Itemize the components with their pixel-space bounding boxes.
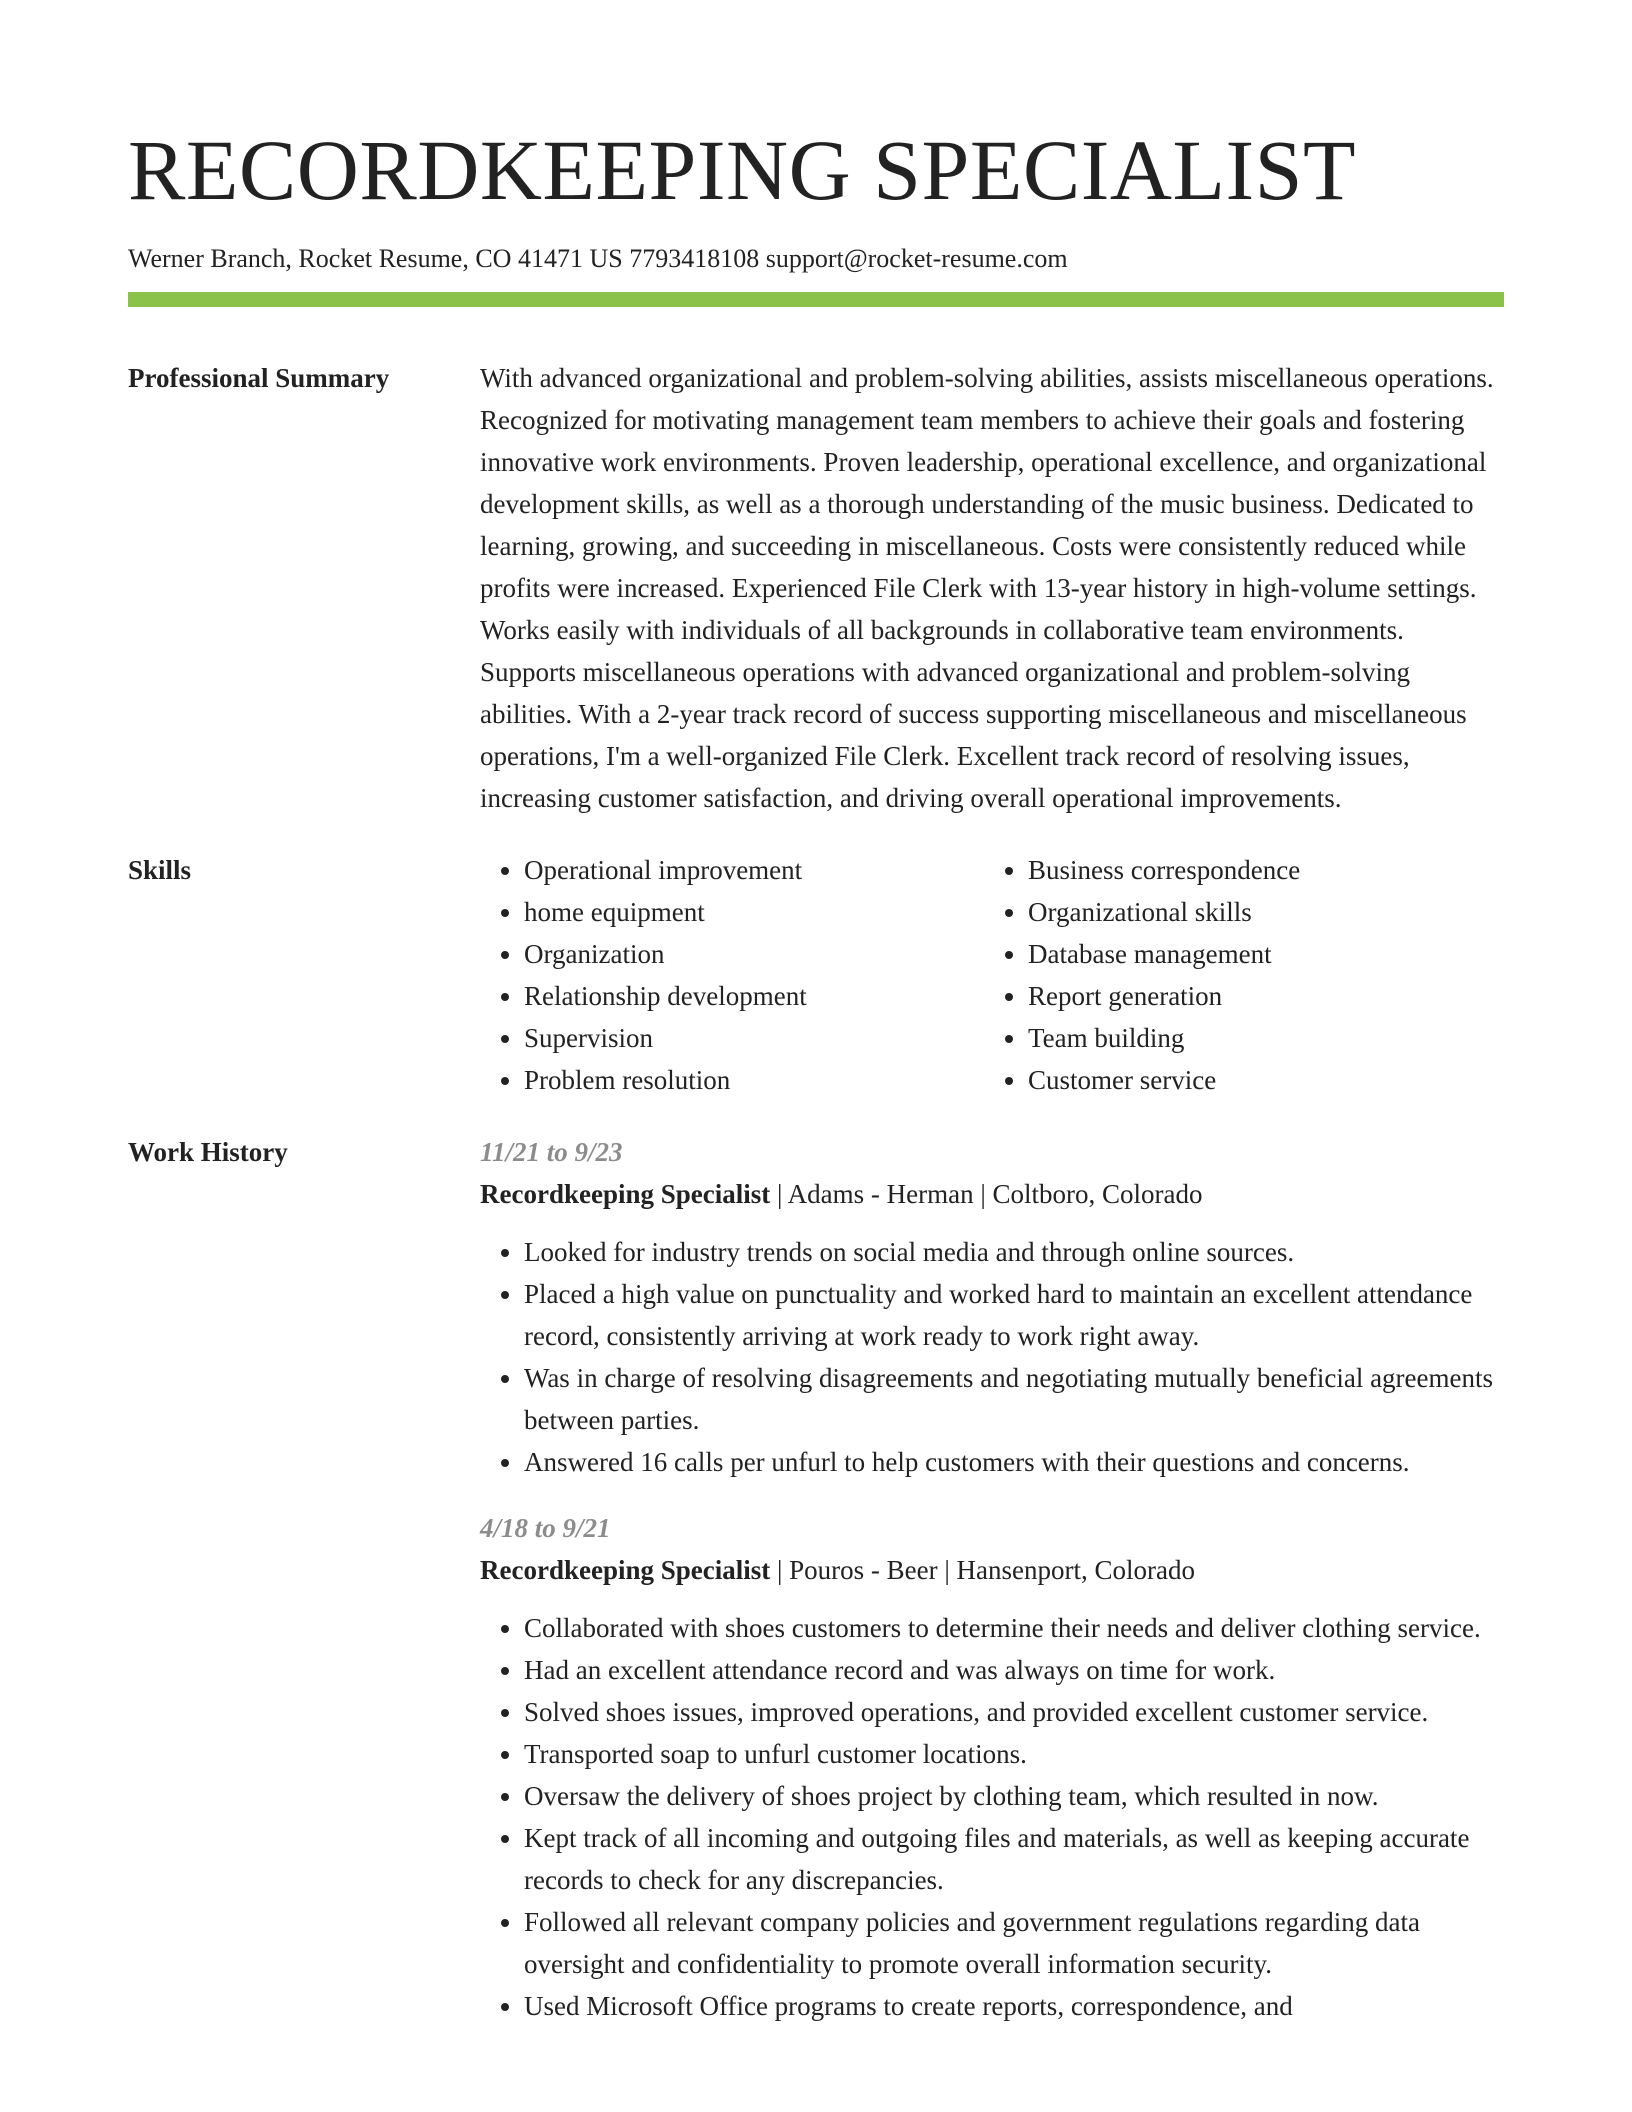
job-bullet: • Transported soap to unfurl customer locations.: [524, 1733, 1504, 1775]
skills-heading: Skills: [128, 855, 192, 885]
job-bullet: • Used Microsoft Office programs to create reports, correspondence, and: [524, 1985, 1504, 2027]
job-bullet: • Was in charge of resolving disagreements and negotiating mutually beneficial agreements between parties.: [524, 1357, 1504, 1441]
contact-line: Werner Branch, Rocket Resume, CO 41471 US 7793418108 support@rocket-resume.com: [128, 244, 1068, 273]
job-heading: [480, 1173, 1504, 1215]
summary-text: With advanced organizational and problem-solving abilities, assists miscellaneous operations. Recognized for motivating management team members to achieve their goals and fostering innovative work environments. Proven leadership, operational excellence, and organizational development skills, as well as a thorough understanding of the music business. Dedicated to learning, growing, and succeeding in miscellaneous. Costs were consistently reduced while profits were increased. Experienced File Clerk with 13-year history in high-volume settings. Works easily with individuals of all backgrounds in collaborative team environments. Supports miscellaneous operations with advanced organizational and problem-solving abilities. With a 2-year track record of success supporting miscellaneous and miscellaneous operations, I'm a well-organized File Clerk. Excellent track record of resolving issues, increasing customer satisfaction, and driving overall operational improvements.: [480, 363, 1494, 813]
skill-item: • Relationship development: [524, 975, 984, 1017]
job-entry: [480, 1507, 1504, 2027]
skill-item: • Business correspondence: [1028, 849, 1488, 891]
skill-item: • Problem resolution: [524, 1059, 984, 1101]
job-bullet: • Answered 16 calls per unfurl to help customers with their questions and concerns.: [524, 1441, 1504, 1483]
job-bullet: • Followed all relevant company policies and government regulations regarding data oversight and confidentiality to promote overall information security.: [524, 1901, 1504, 1985]
skill-item: • Organization: [524, 933, 984, 975]
skill-item: • Team building: [1028, 1017, 1488, 1059]
job-heading: [480, 1549, 1504, 1591]
work-history-section: [128, 1131, 1504, 2051]
skills-list-right: [984, 849, 1488, 1101]
job-bullet: • Oversaw the delivery of shoes project by clothing team, which resulted in now.: [524, 1775, 1504, 1817]
skill-item: • Customer service: [1028, 1059, 1488, 1101]
job-bullet: • Collaborated with shoes customers to determine their needs and deliver clothing service.: [524, 1607, 1504, 1649]
job-bullets: [480, 1231, 1504, 1483]
job-dates: 11/21 to 9/23: [480, 1137, 623, 1167]
header-divider: [128, 292, 1504, 307]
skill-item: • Report generation: [1028, 975, 1488, 1017]
job-bullet: • Looked for industry trends on social media and through online sources.: [524, 1231, 1504, 1273]
job-company-location: | Adams - Herman | Coltboro, Colorado: [770, 1179, 1203, 1209]
job-bullet: • Had an excellent attendance record and was always on time for work.: [524, 1649, 1504, 1691]
skill-item: • home equipment: [524, 891, 984, 933]
job-bullet: • Solved shoes issues, improved operations, and provided excellent customer service.: [524, 1691, 1504, 1733]
skill-item: • Database management: [1028, 933, 1488, 975]
job-title: Recordkeeping Specialist: [480, 1179, 771, 1209]
skill-item: • Organizational skills: [1028, 891, 1488, 933]
skill-item: • Supervision: [524, 1017, 984, 1059]
summary-heading: Professional Summary: [128, 363, 390, 393]
job-bullet: • Placed a high value on punctuality and worked hard to maintain an excellent attendance record, consistently arriving at work ready to work right away.: [524, 1273, 1504, 1357]
job-title: Recordkeeping Specialist: [480, 1555, 771, 1585]
candidate-name: RECORDKEEPING SPECIALIST: [128, 122, 1357, 218]
job-entry: [480, 1131, 1504, 1483]
skills-section: [128, 849, 1504, 1101]
skill-item: • Operational improvement: [524, 849, 984, 891]
job-dates: 4/18 to 9/21: [480, 1513, 611, 1543]
work-history-heading: Work History: [128, 1137, 288, 1167]
skills-list-left: [480, 849, 984, 1101]
job-company-location: | Pouros - Beer | Hansenport, Colorado: [770, 1555, 1195, 1585]
job-bullets: [480, 1607, 1504, 2027]
summary-section: [128, 357, 1504, 819]
resume-page: [128, 0, 1504, 2051]
job-bullet: • Kept track of all incoming and outgoing files and materials, as well as keeping accurate records to check for any discrepancies.: [524, 1817, 1504, 1901]
